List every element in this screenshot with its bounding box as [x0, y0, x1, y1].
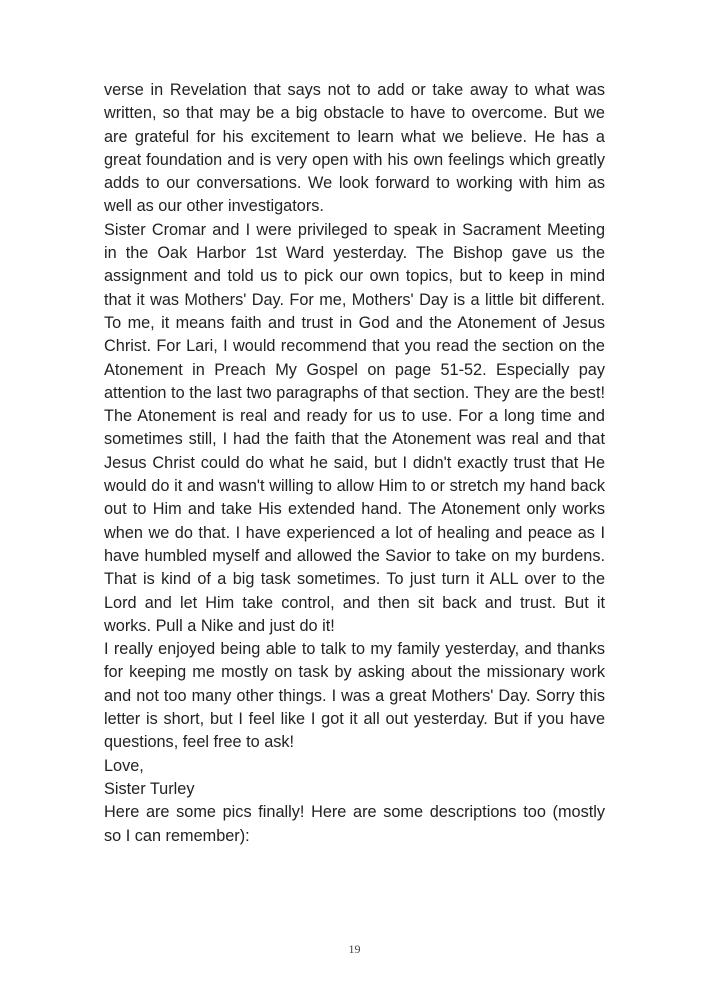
letter-body [104, 79, 605, 848]
paragraph-investigator: verse in Revelation that says not to add or take away to what was written, so that may be a big obstacle to have to overcome. But we are grateful for his excitement to learn what we believe. He has a great foundation and is very open with his own feelings which greatly adds to our conversations. We look forward to working with him as well as our other investigators. [104, 81, 605, 216]
paragraph-pics-intro: Here are some pics finally! Here are some descriptions too (mostly so I can remember): [104, 803, 605, 845]
paragraph-family-call: I really enjoyed being able to talk to my family yesterday, and thanks for keeping me mostly on task by asking about the missionary work and not too many other things. I was a great Mothers' Day. Sorry this letter is short, but I feel like I got it all out yesterday. But if you have questions, feel free to ask! [104, 640, 605, 752]
paragraph-sacrament-meeting: Sister Cromar and I were privileged to speak in Sacrament Meeting in the Oak Harbor 1st Ward yesterday. The Bishop gave us the assignment and told us to pick our own topics, but to keep in mind that it was Mothers' Day. For me, Mothers' Day is a little bit different. To me, it means faith and trust in God and the Atonement of Jesus Christ. For Lari, I would recommend that you read the section on the Atonement in Preach My Gospel on page 51-52. Especially pay attention to the last two paragraphs of that section. They are the best! The Atonement is real and ready for us to use. For a long time and sometimes still, I had the faith that the Atonement was real and that Jesus Christ could do what he said, but I didn't exactly trust that He would do it and wasn't willing to allow Him to or stretch my hand back out to Him and take His extended hand. The Atonement only works when we do that. I have experienced a lot of healing and peace as I have humbled myself and allowed the Savior to take on my burdens. That is kind of a big task sometimes. To just turn it ALL over to the Lord and let Him take control, and then sit back and trust. But it works. Pull a Nike and just do it! [104, 220, 605, 635]
signature-name: Sister Turley [104, 779, 195, 798]
page-number: 19 [348, 942, 361, 956]
closing-salutation: Love, [104, 756, 144, 775]
